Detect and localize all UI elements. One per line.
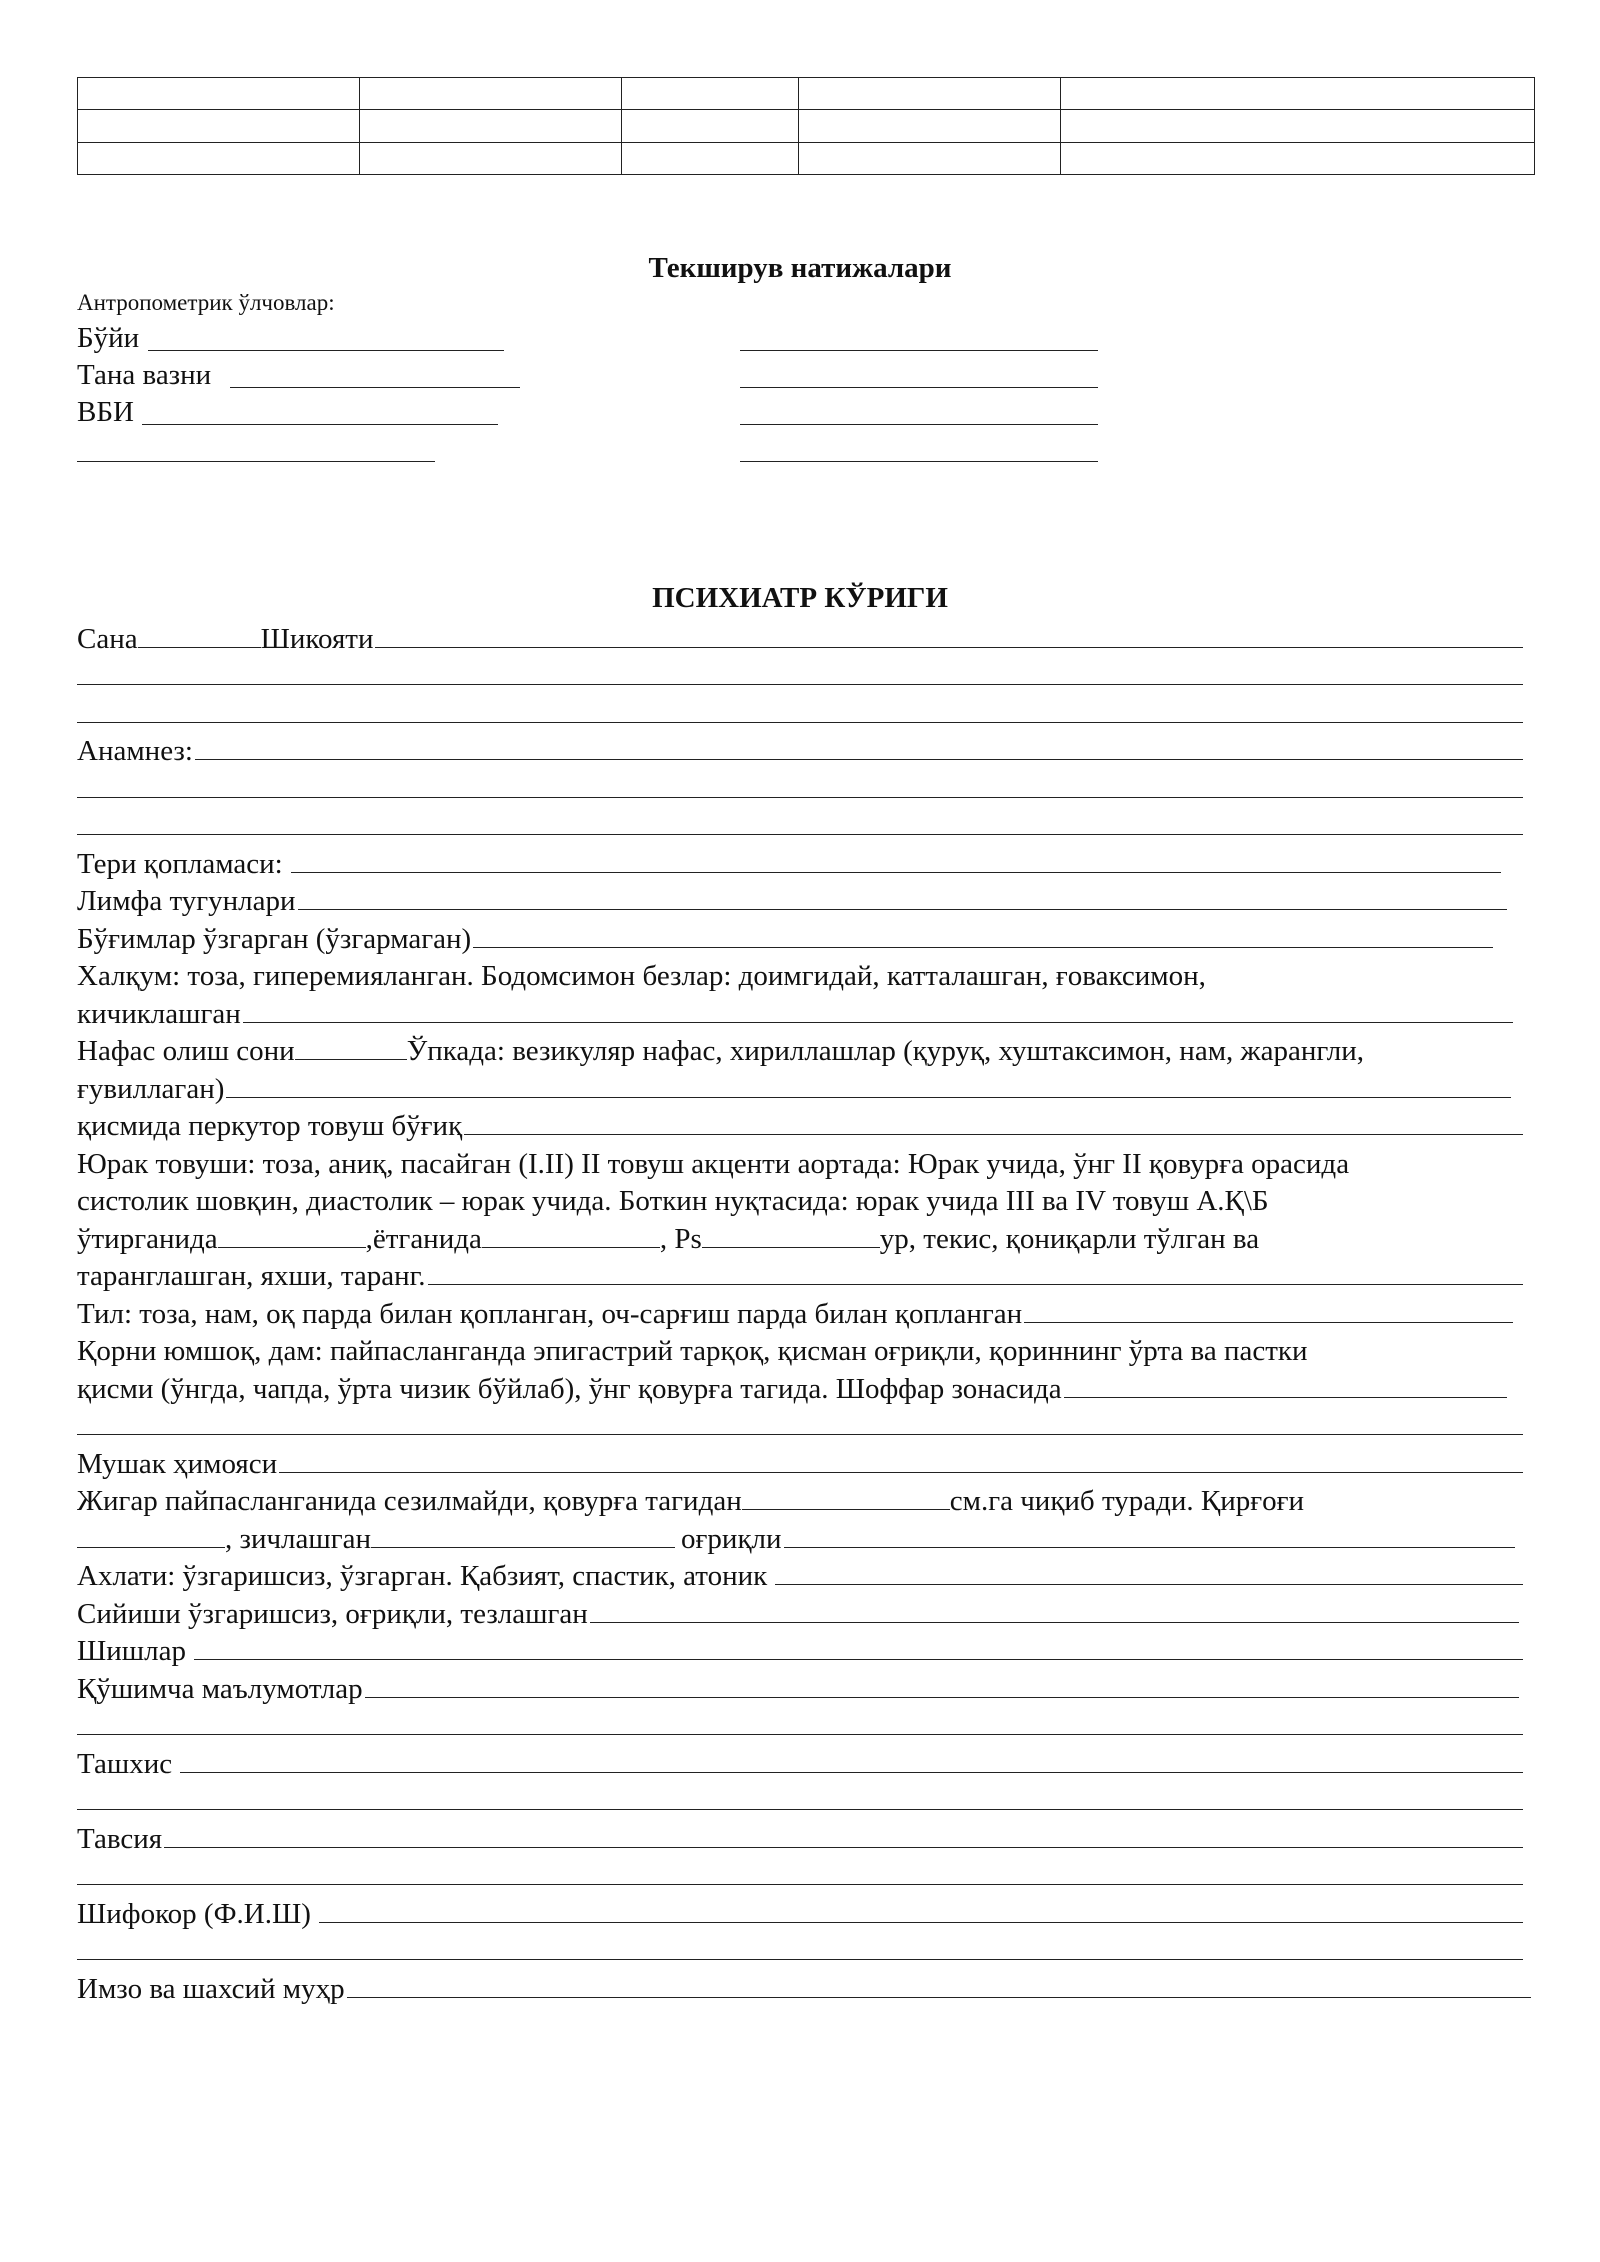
extra-field[interactable]	[77, 461, 435, 462]
liver-text-2: , зичлашган	[225, 1522, 372, 1555]
liver-row-2	[77, 1517, 1523, 1555]
extra-label: Қўшимча маълумотлар	[77, 1672, 363, 1705]
table-cell[interactable]	[799, 78, 1061, 110]
pulse-text: ур, текис, қониқарли тўлган ва	[879, 1222, 1260, 1255]
tongue-label: Тил: тоза, нам, оқ парда билан қопланган, оч-сарғиш парда билан қопланган	[77, 1297, 1023, 1330]
complaints-field-2[interactable]	[77, 684, 1523, 685]
breath-rate-field[interactable]	[295, 1059, 407, 1060]
bp-lying-field[interactable]	[482, 1247, 660, 1248]
lungs-row-2	[77, 1067, 1523, 1105]
recommendation-field-2[interactable]	[77, 1884, 1523, 1885]
diagnosis-field[interactable]	[180, 1772, 1523, 1773]
percussion-row	[77, 1105, 1523, 1143]
percussion-label: қисмида перкутор товуш бўғиқ	[77, 1110, 463, 1142]
heart-field[interactable]	[428, 1284, 1523, 1285]
doctor-field[interactable]	[319, 1922, 1523, 1923]
table-cell[interactable]	[622, 110, 799, 142]
bmi-label: ВБИ	[77, 396, 134, 428]
skin-row	[77, 842, 1523, 880]
table-row	[78, 78, 1535, 110]
lungs-text: Ўпкада: везикуляр нафас, хириллашлар (қуруқ, хуштаксимон, нам, жарангли,	[406, 1035, 1365, 1067]
table-cell[interactable]	[78, 110, 360, 142]
urine-field[interactable]	[590, 1622, 1519, 1623]
weight-field-2[interactable]	[740, 387, 1098, 388]
weight-field[interactable]	[230, 387, 520, 388]
blank-row	[77, 1780, 1523, 1818]
abdomen-text-1: Қорни юмшоқ, дам: пайпасланганда эпигастрий тарқоқ, қисман оғриқли, қориннинг ўрта ва пастки	[77, 1335, 1308, 1367]
stool-row	[77, 1555, 1523, 1593]
tongue-row	[77, 1292, 1523, 1330]
recommendation-label: Тавсия	[77, 1822, 163, 1855]
blank-row	[77, 1705, 1523, 1743]
table-cell[interactable]	[360, 142, 622, 174]
bp-sitting-field[interactable]	[218, 1247, 366, 1248]
extra-field-2[interactable]	[740, 461, 1098, 462]
signature-field[interactable]	[347, 1997, 1531, 1998]
abdomen-row-1	[77, 1330, 1523, 1368]
table-cell[interactable]	[1061, 78, 1535, 110]
skin-label: Тери қопламаси:	[77, 847, 283, 880]
date-field[interactable]	[138, 647, 261, 648]
complaints-field-3[interactable]	[77, 722, 1523, 723]
abdomen-row-2	[77, 1367, 1523, 1405]
liver-edge-field[interactable]	[77, 1547, 225, 1548]
complaints-label: Шикояти	[260, 622, 374, 655]
liver-text-2b: оғриқли	[681, 1522, 782, 1555]
weight-label: Тана вазни	[77, 359, 212, 391]
date-complaints-row	[77, 617, 1523, 655]
edema-field[interactable]	[194, 1659, 1523, 1660]
joints-row	[77, 917, 1523, 955]
anamnesis-row	[77, 730, 1523, 768]
recommendation-field[interactable]	[164, 1847, 1523, 1848]
abdomen-text-2: қисми (ўнгда, чапда, ўрта чизик бўйлаб), ўнг қовурға тагида. Шоффар зонасида	[77, 1372, 1062, 1405]
liver-text-1b: см.га чиқиб туради. Қирғоғи	[949, 1485, 1305, 1517]
diagnosis-field-2[interactable]	[77, 1809, 1523, 1810]
throat-field[interactable]	[243, 1022, 1513, 1023]
liver-text-1: Жигар пайпасланганида сезилмайди, қовурға тагидан	[77, 1485, 742, 1517]
table-cell[interactable]	[78, 142, 360, 174]
throat-row	[77, 955, 1523, 993]
results-title: Текширув натижалари	[648, 252, 952, 284]
table-cell[interactable]	[799, 110, 1061, 142]
heart-row-1	[77, 1142, 1523, 1180]
height-field-2[interactable]	[740, 350, 1098, 351]
edema-row	[77, 1630, 1523, 1668]
muscle-label: Мушак ҳимояси	[77, 1447, 278, 1480]
bmi-field-2[interactable]	[740, 424, 1098, 425]
muscle-field[interactable]	[279, 1472, 1523, 1473]
extra-field[interactable]	[365, 1697, 1519, 1698]
liver-pain-field[interactable]	[784, 1547, 1515, 1548]
doctor-field-2[interactable]	[77, 1959, 1523, 1960]
heart-text-2: систолик шовқин, диастолик – юрак учида. Боткин нуқтасида: юрак учида III ва IV товуш А.Қ\Б	[77, 1185, 1269, 1217]
pulse-field[interactable]	[702, 1247, 880, 1248]
header-table	[77, 77, 1535, 175]
heart-text-4: таранглашган, яхши, таранг.	[77, 1260, 426, 1292]
anthro-label: Антропометрик ўлчовлар:	[77, 290, 335, 315]
table-cell[interactable]	[78, 78, 360, 110]
blank-row	[77, 655, 1523, 693]
extra-row	[77, 1667, 1523, 1705]
height-label: Бўйи	[77, 322, 140, 354]
table-cell[interactable]	[799, 142, 1061, 174]
diagnosis-row	[77, 1742, 1523, 1780]
signature-row	[77, 1967, 1523, 2005]
table-cell[interactable]	[360, 78, 622, 110]
urine-label: Сийиши ўзгаришсиз, оғриқли, тезлашган	[77, 1597, 588, 1630]
table-row	[78, 110, 1535, 142]
complaints-field[interactable]	[375, 647, 1523, 648]
blank-row	[77, 1930, 1523, 1968]
table-cell[interactable]	[1061, 110, 1535, 142]
liver-row-1	[77, 1480, 1523, 1518]
heart-row-2	[77, 1180, 1523, 1218]
urine-row	[77, 1592, 1523, 1630]
table-row	[78, 142, 1535, 174]
tongue-field[interactable]	[1024, 1322, 1513, 1323]
table-cell[interactable]	[360, 110, 622, 142]
anamnesis-label: Анамнез:	[77, 735, 193, 767]
blank-row	[77, 1855, 1523, 1893]
exam-form	[77, 617, 1523, 2005]
lying-label: ,ётганида	[365, 1222, 482, 1255]
percussion-field[interactable]	[464, 1134, 1523, 1135]
stool-label: Ахлати: ўзгаришсиз, ўзгарган. Қабзият, спастик, атоник	[77, 1560, 768, 1592]
lungs-field[interactable]	[226, 1097, 1511, 1098]
diagnosis-label: Ташхис	[77, 1747, 173, 1780]
table-cell[interactable]	[1061, 142, 1535, 174]
signature-label: Имзо ва шахсий муҳр	[77, 1972, 345, 2005]
abdomen-field[interactable]	[1064, 1397, 1507, 1398]
heart-row-4	[77, 1255, 1523, 1293]
exam-title: ПСИХИАТР КЎРИГИ	[652, 582, 948, 614]
lymph-label: Лимфа тугунлари	[77, 885, 296, 917]
sitting-label: ўтирганида	[77, 1222, 218, 1255]
bmi-field[interactable]	[142, 424, 498, 425]
table-cell[interactable]	[622, 78, 799, 110]
throat-row-2	[77, 992, 1523, 1030]
extra-field-2[interactable]	[77, 1734, 1523, 1735]
breath-row	[77, 1030, 1523, 1068]
throat-text: Халқум: тоза, гиперемияланган. Бодомсимон безлар: доимгидай, катталашган, ғоваксимон,	[77, 960, 1206, 992]
blank-row	[77, 805, 1523, 843]
breath-label: Нафас олиш сони	[77, 1035, 295, 1067]
recommendation-row	[77, 1817, 1523, 1855]
anamnesis-field[interactable]	[195, 759, 1523, 760]
blank-row	[77, 692, 1523, 730]
joints-field[interactable]	[473, 947, 1493, 948]
throat-text-2: кичиклашган	[77, 997, 241, 1030]
date-label: Сана	[77, 622, 138, 655]
anamnesis-field-2[interactable]	[77, 797, 1523, 798]
table-cell[interactable]	[622, 142, 799, 174]
lungs-text-2: ғувиллаган)	[77, 1072, 225, 1105]
doctor-label: Шифокор (Ф.И.Ш)	[77, 1897, 311, 1930]
height-field[interactable]	[148, 350, 504, 351]
heart-row-3	[77, 1217, 1523, 1255]
stool-field[interactable]	[775, 1584, 1523, 1585]
skin-field[interactable]	[291, 872, 1501, 873]
liver-cm-field[interactable]	[742, 1509, 950, 1510]
lymph-row	[77, 880, 1523, 918]
lymph-field[interactable]	[298, 909, 1507, 910]
liver-density-field[interactable]	[371, 1547, 675, 1548]
doctor-row	[77, 1892, 1523, 1930]
edema-label: Шишлар	[77, 1635, 186, 1667]
abdomen-field-2[interactable]	[77, 1434, 1523, 1435]
muscle-row	[77, 1442, 1523, 1480]
heart-text-1: Юрак товуши: тоза, аниқ, пасайган (I.II) II товуш акценти аортада: Юрак учида, ўнг II қовурға орасида	[77, 1147, 1350, 1180]
blank-row	[77, 1405, 1523, 1443]
blank-row	[77, 767, 1523, 805]
anamnesis-field-3[interactable]	[77, 834, 1523, 835]
pulse-label: , Ps	[659, 1222, 702, 1255]
joints-label: Бўғимлар ўзгарган (ўзгармаган)	[77, 922, 472, 955]
